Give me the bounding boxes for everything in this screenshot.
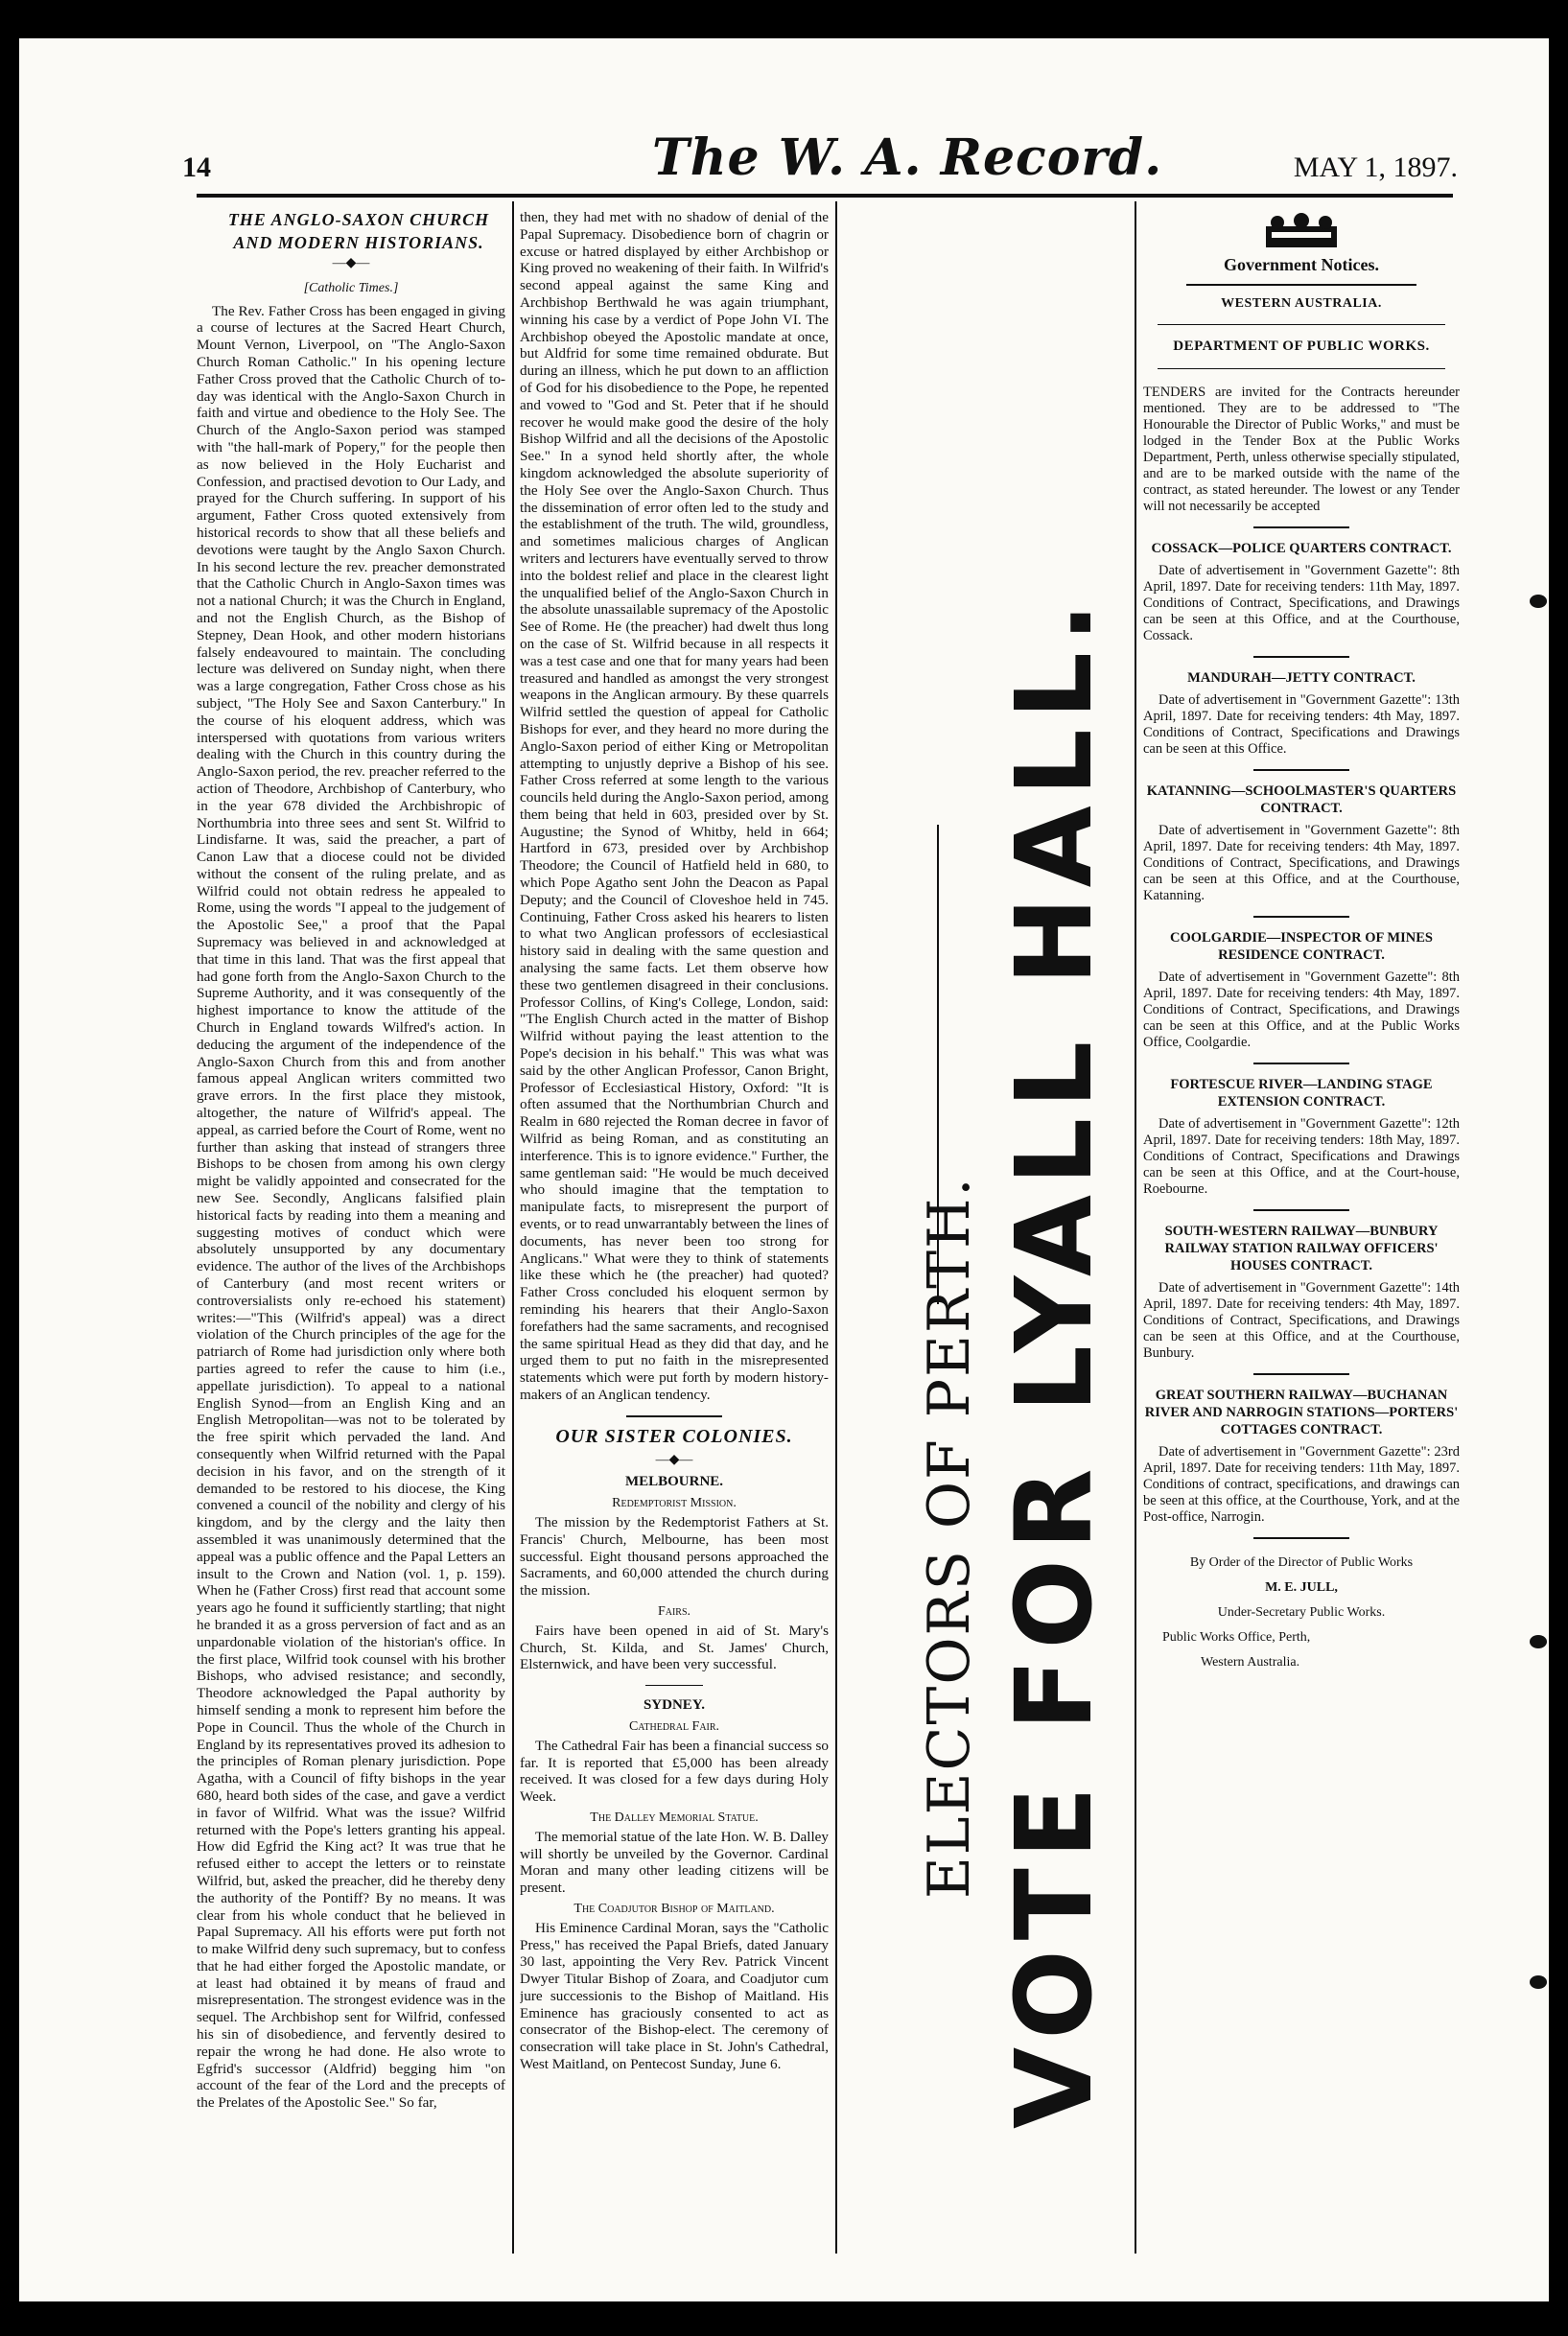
government-notices-column bbox=[1143, 209, 1460, 2252]
notice-heading: COOLGARDIE—INSPECTOR OF MINES RESIDENCE CONTRACT. bbox=[1170, 930, 1433, 964]
signoff-office: Public Works Office, Perth, bbox=[1162, 1630, 1311, 1646]
department-heading: DEPARTMENT OF PUBLIC WORKS. bbox=[1173, 338, 1430, 354]
column-rule-1 bbox=[512, 201, 514, 2254]
signoff-location: Western Australia. bbox=[1201, 1655, 1300, 1670]
article-paragraph: The Rev. Father Cross has been engaged in giving a course of lectures at the Sacred Heart Church, Mount Vernon, Liverpool, on "The Anglo-Saxon Church Roman Catholic." In his opening lecture Father Cross proved that the Catholic Church of to-day was identical with the Anglo-Saxon Church in faith and virtue and obedience to the Holy See. The Church of the Anglo-Saxon period was stamped with "the hall-mark of Popery," for the people then as now believed in the Holy Eucharist and Confession, and practised devotion to Our Lady, and prayed for the Church suffering. In support of his argument, Father Cross quoted extensively from historical records to show that all these beliefs and devotions were taught by the Anglo Saxon Church. In his second lecture the rev. preacher demonstrated that the Catholic Church in Anglo-Saxon times was not a national Church; it was the Church in England, and not the English Church, as the Bishop of Stepney, Dean Hook, and other modern historians falsely endeavoured to maintain. The concluding lecture was delivered on Sunday night, when there was a large congregation, Father Cross chose as his subject, "The Holy See and Saxon Canterbury." In the course of his eloquent address, which was interspersed with quotations from various writers dealing with the Church in this country during the Anglo-Saxon period, the rev. preacher referred to the action of Theodore, Archbishop of Canterbury, who in the year 678 divided the Archbishropic of Northumbria into three sees and sent St. Wilfrid to Lindisfarne. It was, said the preacher, a part of Canon Law that a diocese could not be divided without the consent of the ruling prelate, and as Wilfrid could not obtain redress he appealed to Rome, using the words "I appeal to the judgement of the Apostolic See," a proof that the Papal Supremacy was believed in and acknowledged at that time in this land. That was the first appeal that had gone forth from the Anglo-Saxon Church to the Supreme Authority, and it was consequently of the highest importance to know the attitude of the Church in England towards Wilfred's action. In deducing the argument of the independence of the Anglo-Saxon Church from this and from another famous appeal Anglican writers committed two grave errors. In the first place they mistook, altogether, the nature of Wilfrid's appeal. The appeal, as carried before the Court of Rome, went no further than asking that instead of strangers three Bishops to be chosen from among his own clergy might be validly appointed and consecrated for the new See. Secondly, Anglicans falsified plain historical facts by reading into them a meaning and suggesting motives of conduct which were absolutely unsupported by any documentary evidence. The author of the lives of the Archbishops of Canterbury (and most recent writers or controversialists only re-echoed his statement) writes:—"This (Wilfrid's appeal) was a direct violation of the Church principles of the age for the patriarch of Rome had jurisdiction only where both parties agreed to refer the cause to him (i.e., appellate jurisdiction). To appeal to a national English Synod—from an English King and an English Metropolitan—was not to be tolerated by the free spirit which pervaded the land. And consequently when Wilfrid returned with the Papal decision in his favor, and on the strength of it demanded to be restored to his diocese, the King convened a council of the nobility and clergy of his kingdom, and by the clergy and the laity then assembled it was unanimously determined that the appeal was a public offence and the Papal Letters an insult to the Crown and Nation (vol. 1, p. 159). When he (Father Cross) first read that account some years ago he found it sufficiently startling; that night he branded it as a gross perversion of fact and as an unpardonable violation of the historian's office. In the first place, Wilfrid took counsel with his brother Bishops, who advised resistance; and secondly, Theodore acknowledged the Papal authority by himself sending a monk to represent him before the Pope in Council. Thus the whole of the Church in England by its representatives proved its adhesion to the principles of Roman plenary jurisdiction. Pope Agatha, with a Council of fifty bishops in the year 680, heard both sides of the case, and gave a verdict in favor of Wilfrid. What was the issue? Wilfrid returned with the Pope's letters granting his appeal. How did Egfrid the King act? It was true that he refused either to accept the letters or to reinstate Wilfrid, but, asked the preacher, did he thereby deny the authority of the Pontiff? By no means. It was clear from his whole conduct that he believed in Papal Supremacy. All his efforts were put forth not to make Wilfrid deny such supremacy, but to confess that he had either forged the Apostolic mandate, or at least had obtained it by means of fraud and misrepresentation. The strongest evidence was in the sequel. The Archbishop sent for Wilfrid, confessed his sin of disobedience, and fervently desired to repair the wrong he had done. He also wrote to Egfrid's successor (Aldfrid) begging him "on account of the fear of the Lord and the precepts of the Prelates of the Apostolic See." So far, bbox=[197, 302, 505, 2112]
divider bbox=[1253, 1063, 1349, 1064]
melbourne-sub1: Redemptorist Mission. bbox=[612, 1496, 737, 1511]
crest-emblem-icon bbox=[1258, 213, 1345, 251]
binding-mark bbox=[1530, 595, 1547, 608]
notice-body: Date of advertisement in "Government Gazette": 12th April, 1897. Date for receiving tenders: 18th May, 1897. Conditions of Contract, Specifications and Drawings can be seen at this Office, and at the Court-house, Roebourne. bbox=[1143, 1116, 1460, 1198]
newspaper-page bbox=[19, 38, 1549, 2301]
state-heading: WESTERN AUSTRALIA. bbox=[1221, 295, 1382, 311]
signoff-name: M. E. JULL, bbox=[1265, 1580, 1338, 1596]
notice-heading: KATANNING—SCHOOLMASTER'S QUARTERS CONTRACT. bbox=[1146, 783, 1457, 817]
masthead bbox=[182, 128, 1458, 192]
divider bbox=[645, 1685, 703, 1686]
column-rule-2 bbox=[835, 201, 837, 2254]
divider bbox=[1253, 1209, 1349, 1211]
melbourne-p1: The mission by the Redemptorist Fathers at St. Francis' Church, Melbourne, has been most successful. Eight thousand persons approached the Sacraments, and 60,000 attended the church during the mission. bbox=[520, 1513, 829, 1600]
notice-body: Date of advertisement in "Government Gazette": 8th April, 1897. Date for receiving tenders: 4th May, 1897. Conditions of Contract, Specifications, and Drawings can be seen at this Office, and at the Courthouse, Katanning. bbox=[1143, 823, 1460, 904]
advert-line-electors: ELECTORS OF PERTH. bbox=[916, 1176, 983, 1899]
notice-body: Date of advertisement in "Government Gazette": 23rd April, 1897. Date for receiving tenders: 11th May, 1897. Conditions of contract, specifications, and drawings can be seen at this office, at the Courthouse, York, and at the Post-office, Narrogin. bbox=[1143, 1444, 1460, 1526]
notices-rule bbox=[1158, 368, 1445, 369]
article-paragraph: then, they had met with no shadow of denial of the Papal Supremacy. Disobedience born of chagrin or excuse or hatred displayed by either Archbishop or King proved no weakening of their faith. In Wilfrid's second appeal against the same King and Archbishop Berthwald he was again triumphant, winning his case by a verdict of Pope John VI. The Archbishop obeyed the Apostolic mandate at once, but Aldfrid for some time remained obdurate. But during an illness, which he put down to an affliction of God for his disobedience to the Pope, he repented and vowed to "God and St. Peter that if he should recover he would make good the desire of the holy Bishop Wilfrid and all the decisions of the Apostolic See." In a synod held shortly after, the whole kingdom acknowledged the absolute superiority of the Holy See over the Anglo-Saxon Church. Thus the dissemination of error often led to the study and the establishment of the truth. The wild, groundless, and sometimes malicious charges of Anglican writers and lecturers have eventually served to throw into the boldest relief and place in the clearest light the unqualified belief of the Anglo-Saxon Church in the absolute unassailable supremacy of the Apostolic See of Rome. He (the preacher) had dwelt thus long on the case of St. Wilfrid because in all respects it was a test case and one that for many years had been treasured and handled as amongst the very strongest weapons in the Anglican armoury. By these quarrels Wilfrid settled the question of appeal for Catholic Bishops for ever, and they heard no more during the Anglo-Saxon period of either King or Metropolitan attempting to unjustly deprive a Bishop of his see. Father Cross referred at some length to the various councils held during the Anglo-Saxon period, among them being that held in 603, presided over by St. Augustine; the Synod of Whitby, held in 664; Hartford in 673, presided over by Archbishop Theodore; the Council of Hatfield held in 680, to which Pope Agatho sent John the Deacon as Papal Deputy; and the Council of Cloveshoe held in 745. Continuing, Father Cross asked his hearers to listen to what two Anglican professors of ecclesiastical history said in dealing with the same question and analysing the same facts. Let them observe how these two gentlemen disagreed in their conclusions. Professor Collins, of King's College, London, said: "The English Church acted in the matter of Bishop Wilfrid without paying the least attention to the Pope's decision in his behalf." This was what was said by the other Anglican Professor, Canon Bright, Professor of Ecclesiastical History, Oxford: "It is often assumed that the Northumbrian Church and Realm in 680 rejected the Roman decree in favor of Wilfrid as being Roman, and as constituting an interference. This is to ignore evidence." Further, the same gentleman said: "He would be much deceived who should imagine that the temptation to manipulate facts, to misrepresent the purport of events, or to read unwarrantably between the lines of documents, has never been too strong for Anglicans." What were they to think of statements like these which he (the preacher) had quoted? Father Cross concluded his eloquent sermon by reminding his hearers that their Anglo-Saxon forefathers had the same sacraments, and recognised the same spiritual Head as they did that day, and he urged them to put no faith in the misrepresented statements which were put forth by modern history-makers of an Anglican tendency. bbox=[520, 209, 829, 1403]
tenders-intro: TENDERS are invited for the Contracts hereunder mentioned. They are to be addressed to "The Honourable the Director of Public Works," and must be lodged in the Tender Box at the Public Works Department, Perth, unless otherwise specially stipulated, and are to be marked outside with the name of the contract, as stated hereunder. The lowest or any Tender will not necessarily be accepted bbox=[1143, 385, 1460, 515]
sydney-p3: His Eminence Cardinal Moran, says the "Catholic Press," has received the Papal Briefs, dated January 30 last, appointing the Very Rev. Patrick Vincent Dwyer Titular Bishop of Zoara, and Coadjutor cum jure successionis to the Bishop of Maitland. His Eminence has graciously consented to act as consecrator of the Bishop-elect. The ceremony of consecration will take place in St. John's Cathedral, West Maitland, on Pentecost Sunday, June 6. bbox=[520, 1919, 829, 2073]
notice-heading: SOUTH-WESTERN RAILWAY—BUNBURY RAILWAY STATION RAILWAY OFFICERS' HOUSES CONTRACT. bbox=[1164, 1224, 1439, 1274]
election-advert bbox=[868, 153, 1117, 2301]
issue-date: MAY 1, 1897. bbox=[1293, 152, 1458, 183]
newspaper-title: The W. A. Record. bbox=[652, 128, 1163, 187]
sydney-sub2: The Dalley Memorial Statue. bbox=[590, 1810, 759, 1825]
article-column-2 bbox=[520, 209, 829, 2252]
divider bbox=[1253, 526, 1349, 528]
notice-body: Date of advertisement in "Government Gazette": 13th April, 1897. Date for receiving tenders: 4th May, 1897. Conditions of Contract, Specifications and Drawings can be seen at this Office. bbox=[1143, 692, 1460, 758]
notice-heading: COSSACK—POLICE QUARTERS CONTRACT. bbox=[1151, 541, 1452, 557]
colonies-heading: OUR SISTER COLONIES. bbox=[555, 1425, 793, 1447]
masthead-rule bbox=[197, 194, 1453, 198]
article-column-1 bbox=[197, 209, 505, 2252]
sydney-sub1: Cathedral Fair. bbox=[628, 1718, 720, 1734]
notice-heading: MANDURAH—JETTY CONTRACT. bbox=[1187, 670, 1416, 687]
melbourne-p2: Fairs have been opened in aid of St. Mary's Church, St. Kilda, and St. James' Church, Elsternwick, and have been very successful. bbox=[520, 1622, 829, 1673]
notice-heading: GREAT SOUTHERN RAILWAY—BUCHANAN RIVER AND NARROGIN STATIONS—PORTERS' COTTAGES CONTRACT. bbox=[1144, 1388, 1459, 1438]
notice-body: Date of advertisement in "Government Gazette": 14th April, 1897. Date for receiving tenders: 4th May, 1897. Conditions of Contract, Specifications, and Drawings can be seen at this Office, and at the Courthouse, Bunbury. bbox=[1143, 1280, 1460, 1362]
section-divider bbox=[626, 1415, 722, 1417]
sydney-sub3: The Coadjutor Bishop of Maitland. bbox=[573, 1901, 775, 1916]
binding-mark bbox=[1530, 1635, 1547, 1648]
government-notices-title: Government Notices. bbox=[1224, 255, 1379, 274]
article-heading-line2: AND MODERN HISTORIANS. bbox=[233, 233, 484, 252]
ornament-divider: ―◆― bbox=[332, 256, 370, 270]
sydney-p1: The Cathedral Fair has been a financial success so far. It is reported that £5,000 has been already received. It was closed for a few days during Holy Week. bbox=[520, 1737, 829, 1806]
notice-heading: FORTESCUE RIVER—LANDING STAGE EXTENSION CONTRACT. bbox=[1170, 1077, 1433, 1110]
melbourne-sub2: Fairs. bbox=[657, 1603, 691, 1619]
notice-body: Date of advertisement in "Government Gazette": 8th April, 1897. Date for receiving tenders: 11th May, 1897. Conditions of Contract, Specifications, and Drawings can be seen at this Office, and at the Courthouse, Cossack. bbox=[1143, 563, 1460, 644]
notice-body: Date of advertisement in "Government Gazette": 8th April, 1897. Date for receiving tenders: 4th May, 1897. Conditions of Contract, Specifications, and Drawings can be seen at this Office, and at the Public Works Office, Coolgardie. bbox=[1143, 969, 1460, 1051]
page-number: 14 bbox=[182, 152, 211, 183]
notices-rule bbox=[1158, 324, 1445, 325]
article-source: [Catholic Times.] bbox=[303, 280, 399, 295]
binding-mark bbox=[1530, 1975, 1547, 1989]
ornament-divider: ―◆― bbox=[655, 1452, 693, 1467]
divider bbox=[1253, 769, 1349, 771]
divider bbox=[1253, 1373, 1349, 1375]
sydney-title: SYDNEY. bbox=[643, 1697, 706, 1714]
divider bbox=[1253, 916, 1349, 918]
signoff-title: Under-Secretary Public Works. bbox=[1217, 1605, 1386, 1621]
article-heading-line1: THE ANGLO-SAXON CHURCH bbox=[227, 210, 490, 229]
signoff-line: By Order of the Director of Public Works bbox=[1189, 1555, 1414, 1571]
divider bbox=[1253, 656, 1349, 658]
divider bbox=[1253, 1537, 1349, 1539]
signoff-block bbox=[1143, 1551, 1460, 1675]
notices-rule bbox=[1186, 284, 1416, 286]
sydney-p2: The memorial statue of the late Hon. W. B. Dalley will shortly be unveiled by the Governor. Cardinal Moran and many other leading citizens will be present. bbox=[520, 1828, 829, 1897]
melbourne-title: MELBOURNE. bbox=[624, 1474, 724, 1490]
royal-crest-icon bbox=[1143, 213, 1460, 251]
advert-line-vote: VOTE FOR LYALL HALL. bbox=[993, 593, 1115, 2129]
column-rule-3 bbox=[1135, 201, 1136, 2254]
